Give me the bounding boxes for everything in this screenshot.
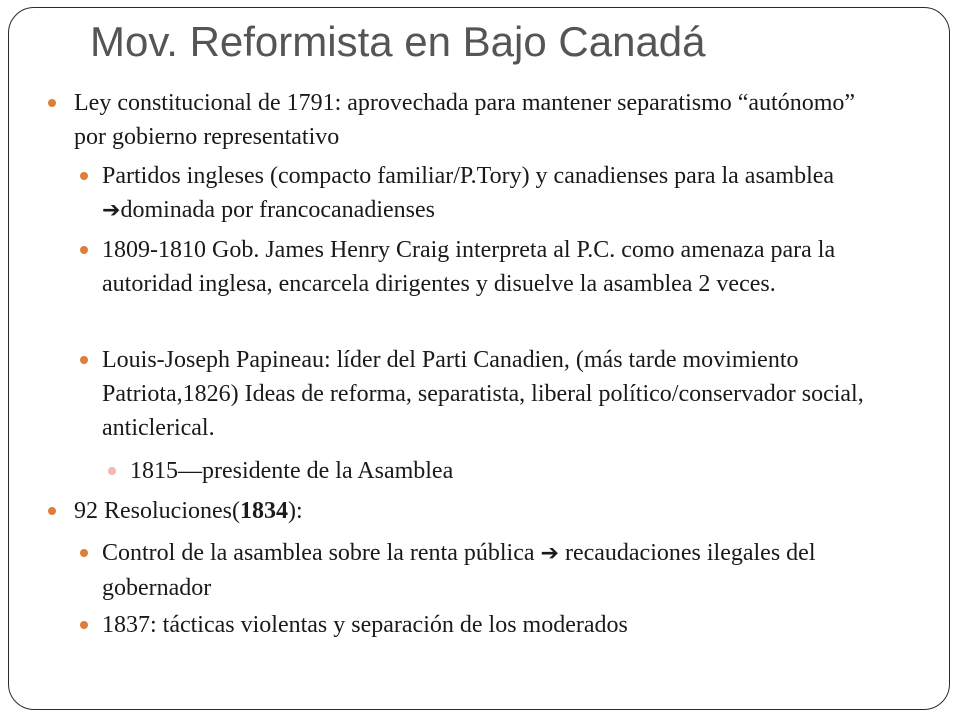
- bullet-ley-constitucional: Ley constitucional de 1791: aprovechada para mantener separatismo “autónomo” por gobierno representativo: [74, 86, 874, 154]
- bullet-1837: 1837: tácticas violentas y separación de los moderados: [102, 608, 862, 642]
- arrow-right-icon: ➔: [102, 198, 121, 223]
- bullet-dot: [80, 246, 88, 254]
- bullet-dot: [80, 621, 88, 629]
- bullet-papineau: Louis-Joseph Papineau: líder del Parti Canadien, (más tarde movimiento Patriota,1826) Ideas de reforma, separatista, liberal político/conservador social, anticlerical.: [102, 343, 872, 445]
- slide-title: Mov. Reformista en Bajo Canadá: [90, 18, 706, 65]
- bullet-dot: [80, 172, 88, 180]
- bullet-dot: [80, 356, 88, 364]
- bullet-presidente-asamblea: 1815—presidente de la Asamblea: [130, 454, 830, 488]
- bullet-92-resoluciones: 92 Resoluciones(1834):: [74, 494, 874, 528]
- bullet-dot: [108, 467, 116, 475]
- bullet-control-asamblea: Control de la asamblea sobre la renta pública ➔ recaudaciones ilegales del gobernador: [102, 536, 862, 605]
- arrow-right-icon: ➔: [540, 541, 559, 566]
- bullet-dot: [48, 99, 56, 107]
- bullet-dot: [48, 507, 56, 515]
- bullet-dot: [80, 549, 88, 557]
- bullet-partidos: Partidos ingleses (compacto familiar/P.Tory) y canadienses para la asamblea ➔dominada por francocanadienses: [102, 159, 862, 228]
- bullet-craig: 1809-1810 Gob. James Henry Craig interpreta al P.C. como amenaza para la autoridad inglesa, encarcela dirigentes y disuelve la asamblea 2 veces.: [102, 233, 872, 301]
